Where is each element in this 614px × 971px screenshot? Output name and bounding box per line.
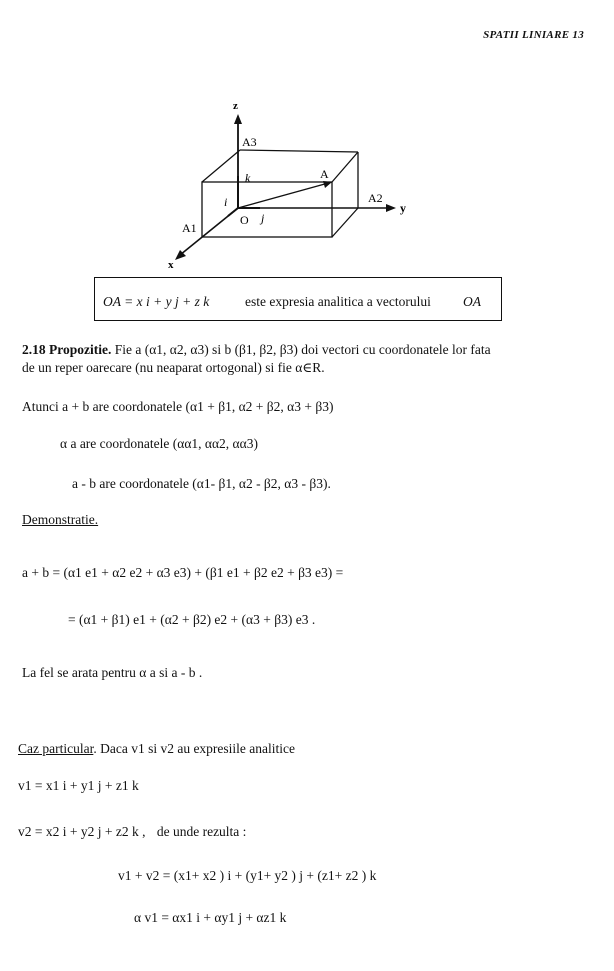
label-k: k bbox=[245, 171, 251, 185]
y-arrowhead bbox=[386, 204, 396, 212]
label-y: y bbox=[400, 201, 406, 215]
prop-title: 2.18 Propozitie. bbox=[22, 342, 112, 357]
prop-line1-text: Fie a (α1, α2, α3) si b (β1, β2, β3) doi vectori cu coordonatele lor fata bbox=[114, 342, 491, 357]
label-i: i bbox=[224, 195, 228, 209]
label-o: O bbox=[240, 213, 249, 227]
box-edge bbox=[332, 208, 358, 237]
label-j: j bbox=[261, 211, 265, 225]
box-edge bbox=[332, 152, 358, 182]
demo-eq1: a + b = (α1 e1 + α2 e2 + α3 e3) + (β1 e1 + β2 e2 + β3 e3) = bbox=[22, 565, 344, 580]
label-a3: A3 bbox=[242, 135, 257, 149]
vector-i bbox=[228, 208, 238, 216]
vector-oa bbox=[238, 182, 332, 208]
formula-box bbox=[94, 277, 502, 321]
oa-arrowhead bbox=[323, 181, 332, 188]
caz-v2: v2 = x2 i + y2 j + z2 k , bbox=[18, 824, 146, 839]
caz-v2-tail: de unde rezulta : bbox=[156, 824, 247, 839]
prop-line4: α a are coordonatele (αα1, αα2, αα3) bbox=[60, 436, 258, 451]
demo-title: Demonstratie. bbox=[22, 512, 99, 527]
label-z: z bbox=[233, 100, 238, 112]
caz-v1: v1 = x1 i + y1 j + z1 k bbox=[18, 778, 139, 793]
caz-line bbox=[18, 741, 295, 757]
prop-line5: a - b are coordonatele (α1- β1, α2 - β2, α3 - β3). bbox=[72, 476, 331, 491]
page-header: SPATII LINIARE 13 bbox=[483, 29, 584, 41]
label-x: x bbox=[168, 259, 174, 270]
formula-end: OA bbox=[463, 294, 481, 309]
caz-scal: α v1 = αx1 i + αy1 j + αz1 k bbox=[134, 910, 287, 925]
z-arrowhead bbox=[234, 114, 242, 124]
demo-eq3: La fel se arata pentru α a si a - b . bbox=[22, 665, 203, 680]
coordinate-figure bbox=[160, 100, 430, 270]
caz-intro: . Daca v1 si v2 au expresiile analitice bbox=[93, 741, 296, 756]
box-front bbox=[202, 182, 332, 237]
caz-sum: v1 + v2 = (x1+ x2 ) i + (y1+ y2 ) j + (z1+ z2 ) k bbox=[118, 868, 377, 883]
label-a2: A2 bbox=[368, 191, 383, 205]
prop-line2: de un reper oarecare (nu neaparat ortogonal) si fie α∈R. bbox=[22, 360, 325, 375]
caz-v2-line bbox=[18, 824, 246, 840]
demo-eq2: = (α1 + β1) e1 + (α2 + β2) e2 + (α3 + β3) e3 . bbox=[68, 612, 316, 627]
box-edge bbox=[202, 150, 240, 182]
formula-text: este expresia analitica a vectorului bbox=[245, 294, 431, 309]
box-edge bbox=[240, 150, 358, 152]
label-a: A bbox=[320, 167, 329, 181]
label-a1: A1 bbox=[182, 221, 197, 235]
formula-math: OA = x i + y j + z k bbox=[103, 294, 210, 309]
prop-line1 bbox=[22, 342, 491, 358]
caz-title: Caz particular bbox=[18, 741, 94, 756]
prop-line3: Atunci a + b are coordonatele (α1 + β1, α2 + β2, α3 + β3) bbox=[22, 399, 334, 414]
